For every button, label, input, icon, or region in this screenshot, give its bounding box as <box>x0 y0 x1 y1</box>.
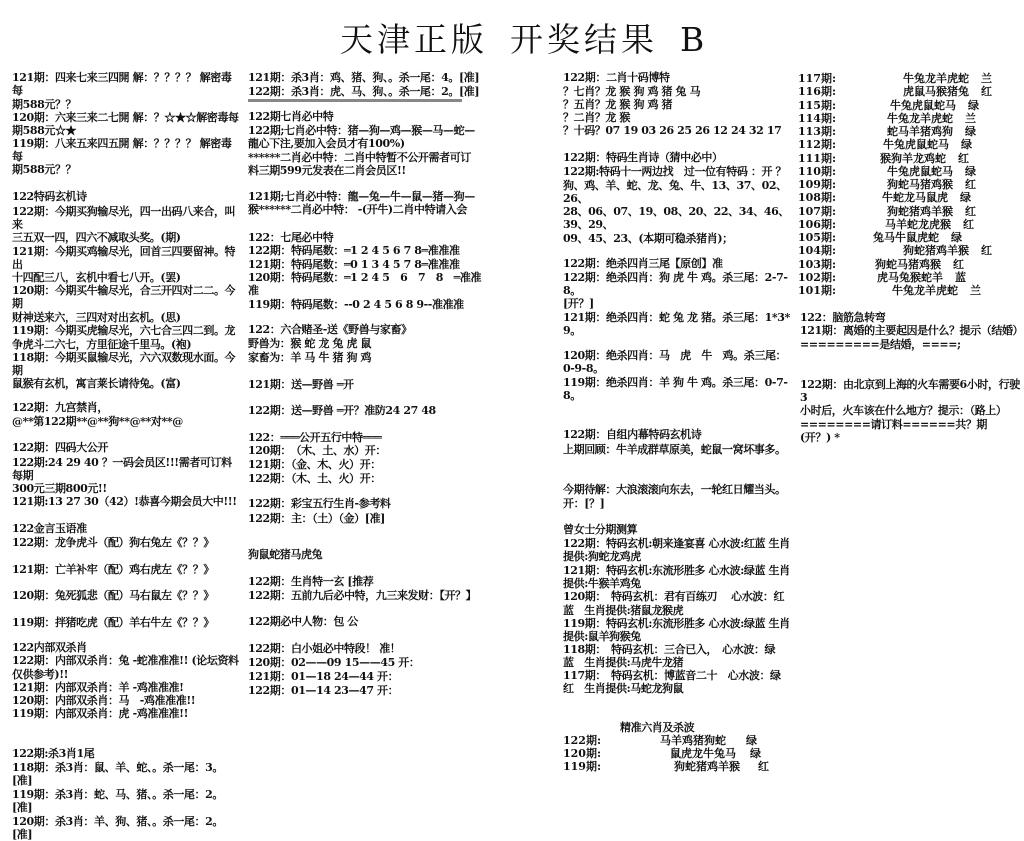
zodiac-list: 虎鼠马猴猪兔 <box>903 85 969 99</box>
period-label: 101期: <box>798 284 837 297</box>
zodiac-list: 狗蛇猪鸡羊猴 <box>674 760 740 773</box>
wave-color: 兰 <box>981 72 992 85</box>
text-line: 121期:13 27 30（42）!恭喜今期会员大中!!! <box>12 495 237 508</box>
text-line: 118期：杀3肖：鼠、羊、蛇、。杀一尾：3。[准] <box>12 761 223 787</box>
text-line: 09、45、23、(本期可稳杀猪肖)； <box>563 232 733 245</box>
period-label: 113期: <box>798 125 837 138</box>
column-1 <box>12 71 240 841</box>
history-row <box>798 258 1022 271</box>
text-line: [开？] <box>563 297 594 310</box>
zodiac-list: 鼠虎龙牛兔马 <box>670 747 736 760</box>
column-4 <box>800 311 1024 444</box>
text-line: ？七肖？龙 猴 狗 鸡 猪 兔 马 <box>563 85 701 98</box>
text-line: 十四配三八，玄机中看七八开。(罢) <box>12 271 181 284</box>
period-label: 106期: <box>798 217 837 231</box>
period-label: 108期: <box>798 191 837 205</box>
zodiac-list: 狗蛇猪鸡羊猴 <box>887 204 953 218</box>
text-line: 122期：送—野兽 ═开？准防24 27 48 <box>248 404 436 417</box>
text-line: 122期：今期买狗输尽光，四一出码八来合，叫来 <box>12 205 236 231</box>
section-heading: 精准六肖及杀波 <box>620 721 695 734</box>
zodiac-list: 马羊鸡猪狗蛇 <box>660 734 726 747</box>
zodiac-list: 牛兔虎鼠蛇马 <box>890 98 956 112</box>
zodiac-list: 兔马牛鼠虎蛇 <box>873 231 939 244</box>
text-line: 122：脑筋急转弯 <box>800 311 886 324</box>
column-3 <box>563 71 791 773</box>
text-line: 122期：01—14 23—47 开： <box>248 684 399 697</box>
text-line: 三五双一四，四六不减取头奖。(期) <box>12 231 181 244</box>
period-label: 119期: <box>563 760 602 773</box>
text-line: 开：[？] <box>563 497 605 510</box>
history-row <box>798 284 1022 297</box>
text-line: 119期：今期买虎输尽光，六七合三四二到。龙 <box>12 324 236 337</box>
period-label: 107期: <box>798 204 837 218</box>
text-line: 提供:狗蛇龙鸡虎 <box>563 550 641 563</box>
zodiac-list: 牛兔虎鼠蛇马 <box>883 138 949 152</box>
wave-color: 绿 <box>961 138 972 152</box>
history-row <box>798 178 1022 191</box>
period-label: 112期: <box>798 138 837 152</box>
text-line: 120期：今期买牛输尽光，合三开四对二二。今期 <box>12 284 236 310</box>
text-line: 0-9-8。 <box>563 362 604 375</box>
text-line: 122期：杀3肖：虎、马、狗、。杀一尾：2。[准] <box>248 85 480 98</box>
text-line: 119期：八来五来四五開 解：？？？？ 解密毒每 <box>12 137 232 163</box>
text-line: 122期：特码玄机:朝来逢宴喜 心水波:红蓝 生肖 <box>563 537 790 550</box>
text-line: 122期:杀3肖1尾 <box>12 747 95 760</box>
history-row <box>798 85 1022 98</box>
text-line: 红 生肖提供:马蛇龙狗鼠 <box>563 682 684 695</box>
text-line: 蓝 生肖提供:马虎牛龙猪 <box>563 656 684 669</box>
wave-color: 绿 <box>960 191 971 205</box>
history-row <box>798 165 1022 178</box>
text-line: 家畜为：羊 马 牛 猪 狗 鸡 <box>248 351 372 364</box>
history-row <box>798 244 1022 257</box>
history-row <box>798 231 1022 244</box>
text-line: 122期：龙争虎斗（配）狗右兔左《？？》 <box>12 536 214 549</box>
text-line: ******二肖必中特：二肖中特暂不公开需者可订 <box>248 151 471 164</box>
text-line: 122期：绝杀四肖：狗 虎 牛 鸡。杀三尾：2-7-8。 <box>563 271 788 297</box>
text-line: ？十码？07 19 03 26 25 26 12 24 32 17 <box>563 124 782 137</box>
zodiac-list: 牛兔龙羊虎蛇 <box>903 72 969 85</box>
period-label: 114期: <box>798 111 837 125</box>
history-row <box>798 218 1022 231</box>
text-line: 曾女士分期测算 <box>563 523 638 536</box>
text-line: 122期：五前九后必中特，九三来发财：【开？】 <box>248 589 477 602</box>
text-line: 121期：特码玄机:东流形胜多 心水波:绿蓝 生肖 <box>563 564 790 577</box>
text-line: 122金言玉语准 <box>12 522 87 535</box>
text-line: 122期：内部双杀肖：兔 -蛇准准准!! (论坛资料 <box>12 654 239 667</box>
text-line: 122期：主：（土）（金）[准] <box>248 512 385 525</box>
text-line: 121期：绝杀四肖：蛇 兔 龙 猪。杀三尾：1*3*9。 <box>563 311 790 337</box>
history-row <box>798 125 1022 138</box>
wave-color: 兰 <box>965 111 976 125</box>
text-line: 鼠猴有玄机，寓言莱长请待兔。(富) <box>12 377 181 390</box>
text-line: 122期：绝杀四肖三尾【原创】准 <box>563 257 723 270</box>
zodiac-list: 牛蛇龙马鼠虎 <box>882 191 948 205</box>
text-line: 122期:24 29 40 ？一码会员区!!!需者可订料每期 <box>12 456 232 482</box>
text-line: 提供:牛猴羊鸡兔 <box>563 577 641 590</box>
zodiac-list: 狗蛇马猪鸡猴 <box>887 178 953 191</box>
period-label: 110期: <box>798 164 837 178</box>
period-label: 117期: <box>798 72 837 85</box>
text-line: 料三期599元发表在二肖会员区!! <box>248 164 406 177</box>
text-line: 120期：内部双杀肖：马 -鸡准准准!! <box>12 694 196 707</box>
text-line: 120期： 特码玄机：君有百练刃 心水波：红 <box>563 590 785 603</box>
text-line: (开？) * <box>800 431 840 444</box>
text-line: 121期：杀3肖：鸡、猪、狗、。杀一尾：4。[准] <box>248 71 480 84</box>
text-line: 狗鼠蛇猪马虎兔 <box>248 548 323 561</box>
six-zodiac-row <box>563 747 791 760</box>
text-line: 122期：自组内幕特码玄机诗 <box>563 428 702 441</box>
period-label: 103期: <box>798 257 837 271</box>
text-line: ？二肖？龙 猴 <box>563 111 631 124</box>
wave-color: 绿 <box>965 164 976 178</box>
period-label: 122期: <box>563 734 602 747</box>
text-line: 122：七尾必中特 <box>248 231 334 244</box>
text-line: 122期：四码大公开 <box>12 441 108 454</box>
period-label: 109期: <box>798 178 837 191</box>
period-label: 102期: <box>798 270 837 284</box>
history-row <box>798 191 1022 204</box>
text-line: 119期：杀3肖：蛇、马、猪、。杀一尾：2。[准] <box>12 788 223 814</box>
text-line: 龍心下注,要加入会员才有100%) <box>248 137 405 150</box>
text-line: 119期：特码玄机:东流形胜多 心水波:绿蓝 生肖 <box>563 617 790 630</box>
wave-color: 红 <box>958 151 969 165</box>
period-label: 116期: <box>798 85 837 99</box>
text-line: 猴******二肖必中特： -(开牛)二肖中特请入会 <box>248 203 467 216</box>
text-line: 野兽为：猴 蛇 龙 兔 虎 鼠 <box>248 337 372 350</box>
wave-color: 绿 <box>746 734 757 747</box>
history-row <box>798 99 1022 112</box>
text-line: 准 <box>248 284 259 297</box>
zodiac-list: 蛇马羊猪鸡狗 <box>887 125 953 138</box>
text-line: 122期：（木、土、火）开： <box>248 472 381 485</box>
wave-color: 红 <box>758 760 769 773</box>
zodiac-list: 牛兔龙羊虎蛇 <box>887 111 953 125</box>
text-line: 122特码玄机诗 <box>12 190 87 203</box>
zodiac-list: 狗蛇马猪鸡猴 <box>875 257 941 271</box>
period-label: 111期: <box>798 151 837 165</box>
wave-color: 红 <box>965 178 976 191</box>
wave-color: 绿 <box>968 98 979 112</box>
wave-color: 红 <box>981 85 992 99</box>
history-row <box>798 138 1022 151</box>
period-label: 115期: <box>798 98 837 112</box>
text-line: 121期：（金、木、火）开： <box>248 458 381 471</box>
title-part-1: 天津正版 <box>340 20 488 59</box>
history-row <box>798 112 1022 125</box>
history-row <box>798 271 1022 284</box>
text-line: 119期：绝杀四肖：羊 狗 牛 鸡。杀三尾：0-7-8。 <box>563 376 788 402</box>
text-line: 122期：二肖十码博特 <box>563 71 670 84</box>
text-line: 120期：兔死狐悲（配）马右鼠左《？？》 <box>12 589 214 602</box>
text-line: 119期：内部双杀肖：虎 -鸡准准准!! <box>12 707 189 720</box>
text-line: 28、06、07、19、08、20、22、34、46、39、29、 <box>563 205 789 231</box>
history-row <box>798 72 1022 85</box>
history-row <box>798 205 1022 218</box>
text-line: 117期： 特码玄机：博蓝音二十 心水波：绿 <box>563 669 781 682</box>
text-line: 提供:鼠羊狗猴兔 <box>563 630 641 643</box>
text-line: 120期：六来三来二七開 解：？☆★☆解密毒每 <box>12 111 239 124</box>
text-line: 122期：白小姐必中特段！ 准！ <box>248 642 401 655</box>
text-line: 122内部双杀肖 <box>12 641 87 654</box>
text-line: 争虎斗二六七，方里征途千里马。(袍) <box>12 338 192 351</box>
text-line: 上期回顾：牛羊成群草原美，蛇鼠一窝坏事多。 <box>563 443 786 456</box>
wave-color: 红 <box>953 257 964 271</box>
text-line: 121期：今期买鸡输尽光，回首三四要留神。特出 <box>12 245 236 271</box>
period-label: 105期: <box>798 231 837 244</box>
text-line: 119期：拌猪吃虎（配）羊右牛左《？？》 <box>12 616 214 629</box>
text-line: 122期;七肖必中特：猪—狗—鸡—猴—马—蛇— <box>248 124 475 137</box>
text-line: 今期待解：大浪滚滚向东去，一轮红日耀当头。 <box>563 483 786 496</box>
six-zodiac-row <box>563 760 791 773</box>
history-row <box>798 152 1022 165</box>
text-line: 121期;七肖必中特：龍—兔—牛—鼠—猪—狗— <box>248 190 475 203</box>
text-line: 期588元？？ <box>12 98 77 111</box>
page-title <box>340 14 730 61</box>
text-line: 121期：01—18 24—44 开： <box>248 670 399 683</box>
wave-color: 绿 <box>750 747 761 760</box>
text-line: 120期：杀3肖：羊、狗、猪、。杀一尾：2。[准] <box>12 815 223 841</box>
text-line: 122期：九宫禁肖， <box>12 401 108 414</box>
zodiac-list: 马羊蛇龙虎猴 <box>885 217 951 231</box>
text-line: 120期：02——09 15——45 开： <box>248 656 420 669</box>
zodiac-list: 狗蛇猪鸡羊猴 <box>903 244 969 258</box>
text-line: 122期:特码十一两边找 过一位有特码 ：开 ？ <box>563 165 787 178</box>
text-line: 122期：特码尾数：═1 2 4 5 6 7 8═准准准 <box>248 244 460 257</box>
text-line: 300元三期800元!! <box>12 482 107 495</box>
wave-color: 绿 <box>965 125 976 138</box>
text-line: 财神送来六，三四对对出玄机。(思) <box>12 311 181 324</box>
wave-color: 蓝 <box>955 270 966 284</box>
text-line: ？五肖？龙 猴 狗 鸡 猪 <box>563 98 673 111</box>
six-zodiac-table <box>563 721 791 773</box>
title-part-3: B <box>680 20 709 59</box>
column-2 <box>248 71 554 697</box>
text-line: 122期七肖必中特 <box>248 110 334 123</box>
text-line: 蓝 生肖提供:猪鼠龙猴虎 <box>563 604 684 617</box>
text-line: 期588元☆★ <box>12 124 77 137</box>
wave-color: 红 <box>965 204 976 218</box>
history-table <box>798 72 1022 297</box>
zodiac-list: 牛兔虎鼠蛇马 <box>887 164 953 178</box>
text-line: 118期： 特码玄机：三合已入， 心水波：绿 <box>563 643 776 656</box>
text-line: 122：六合赌圣-送《野兽与家畜》 <box>248 323 412 336</box>
text-line: 120期： （木、土、水）开： <box>248 444 386 457</box>
text-line: @**第122期**@**狗**@**对**@ <box>12 415 183 428</box>
text-line: 121期：四来七来三四開 解：？？？？ 解密毒每 <box>12 71 232 97</box>
text-line: 小时后，火车该在什么地方？提示：（路上） <box>800 404 1007 417</box>
text-line: 120期：特码尾数：═1 2 4 5 6 7 8 ═准准 <box>248 271 482 284</box>
text-line: 122：═══公开五行中特═══ <box>248 431 382 444</box>
text-line: 期588元？？ <box>12 163 77 176</box>
text-line: 仅供参考)!! <box>12 668 69 681</box>
text-line: =========是结婚，====; <box>800 338 961 351</box>
zodiac-list: 猴狗羊龙鸡蛇 <box>880 151 946 165</box>
zodiac-list: 虎马兔猴蛇羊 <box>877 270 943 284</box>
text-line: 121期：特码尾数：═0 1 3 4 5 7 8═准准准 <box>248 258 460 271</box>
text-line: 122期必中人物：包 公 <box>248 615 358 628</box>
text-line: ========请订料======共？期 <box>800 418 988 431</box>
text-line: 122期：生肖特一玄 [推荐 <box>248 575 374 588</box>
wave-color: 红 <box>981 244 992 258</box>
text-line: 122期：由北京到上海的火车需要6小时，行驶3 <box>800 378 1020 404</box>
period-label: 120期: <box>563 747 602 760</box>
text-line: 121期：内部双杀肖：羊 -鸡准准准! <box>12 681 184 694</box>
text-line: 121期：送—野兽 ═开 <box>248 378 354 391</box>
wave-color: 兰 <box>970 284 981 297</box>
text-line: 121期：离婚的主要起因是什么？提示（结婚） <box>800 324 1024 337</box>
text-line: 122期：特码生肖诗（猜中必中） <box>563 151 723 164</box>
period-label: 104期: <box>798 244 837 258</box>
text-line: 狗、鸡、羊、蛇、龙、兔、牛、13、37、02、26、 <box>563 179 787 205</box>
six-zodiac-row <box>563 734 791 747</box>
wave-color: 绿 <box>951 231 962 244</box>
text-line: 121期：亡羊补牢（配）鸡右虎左《？？》 <box>12 563 214 576</box>
zodiac-list: 牛兔龙羊虎蛇 <box>892 284 958 297</box>
text-line: 120期：绝杀四肖：马 虎 牛 鸡。杀三尾： <box>563 349 787 362</box>
wave-color: 红 <box>963 217 974 231</box>
text-line: 122期：彩宝五行生肖-参考料 <box>248 497 391 510</box>
text-line: 119期：特码尾数：--0 2 4 5 6 8 9--准准准 <box>248 298 464 311</box>
text-line: 118期：今期买鼠输尽光，六六双数现水面。今期 <box>12 351 236 377</box>
title-part-2: 开奖结果 <box>510 20 658 59</box>
